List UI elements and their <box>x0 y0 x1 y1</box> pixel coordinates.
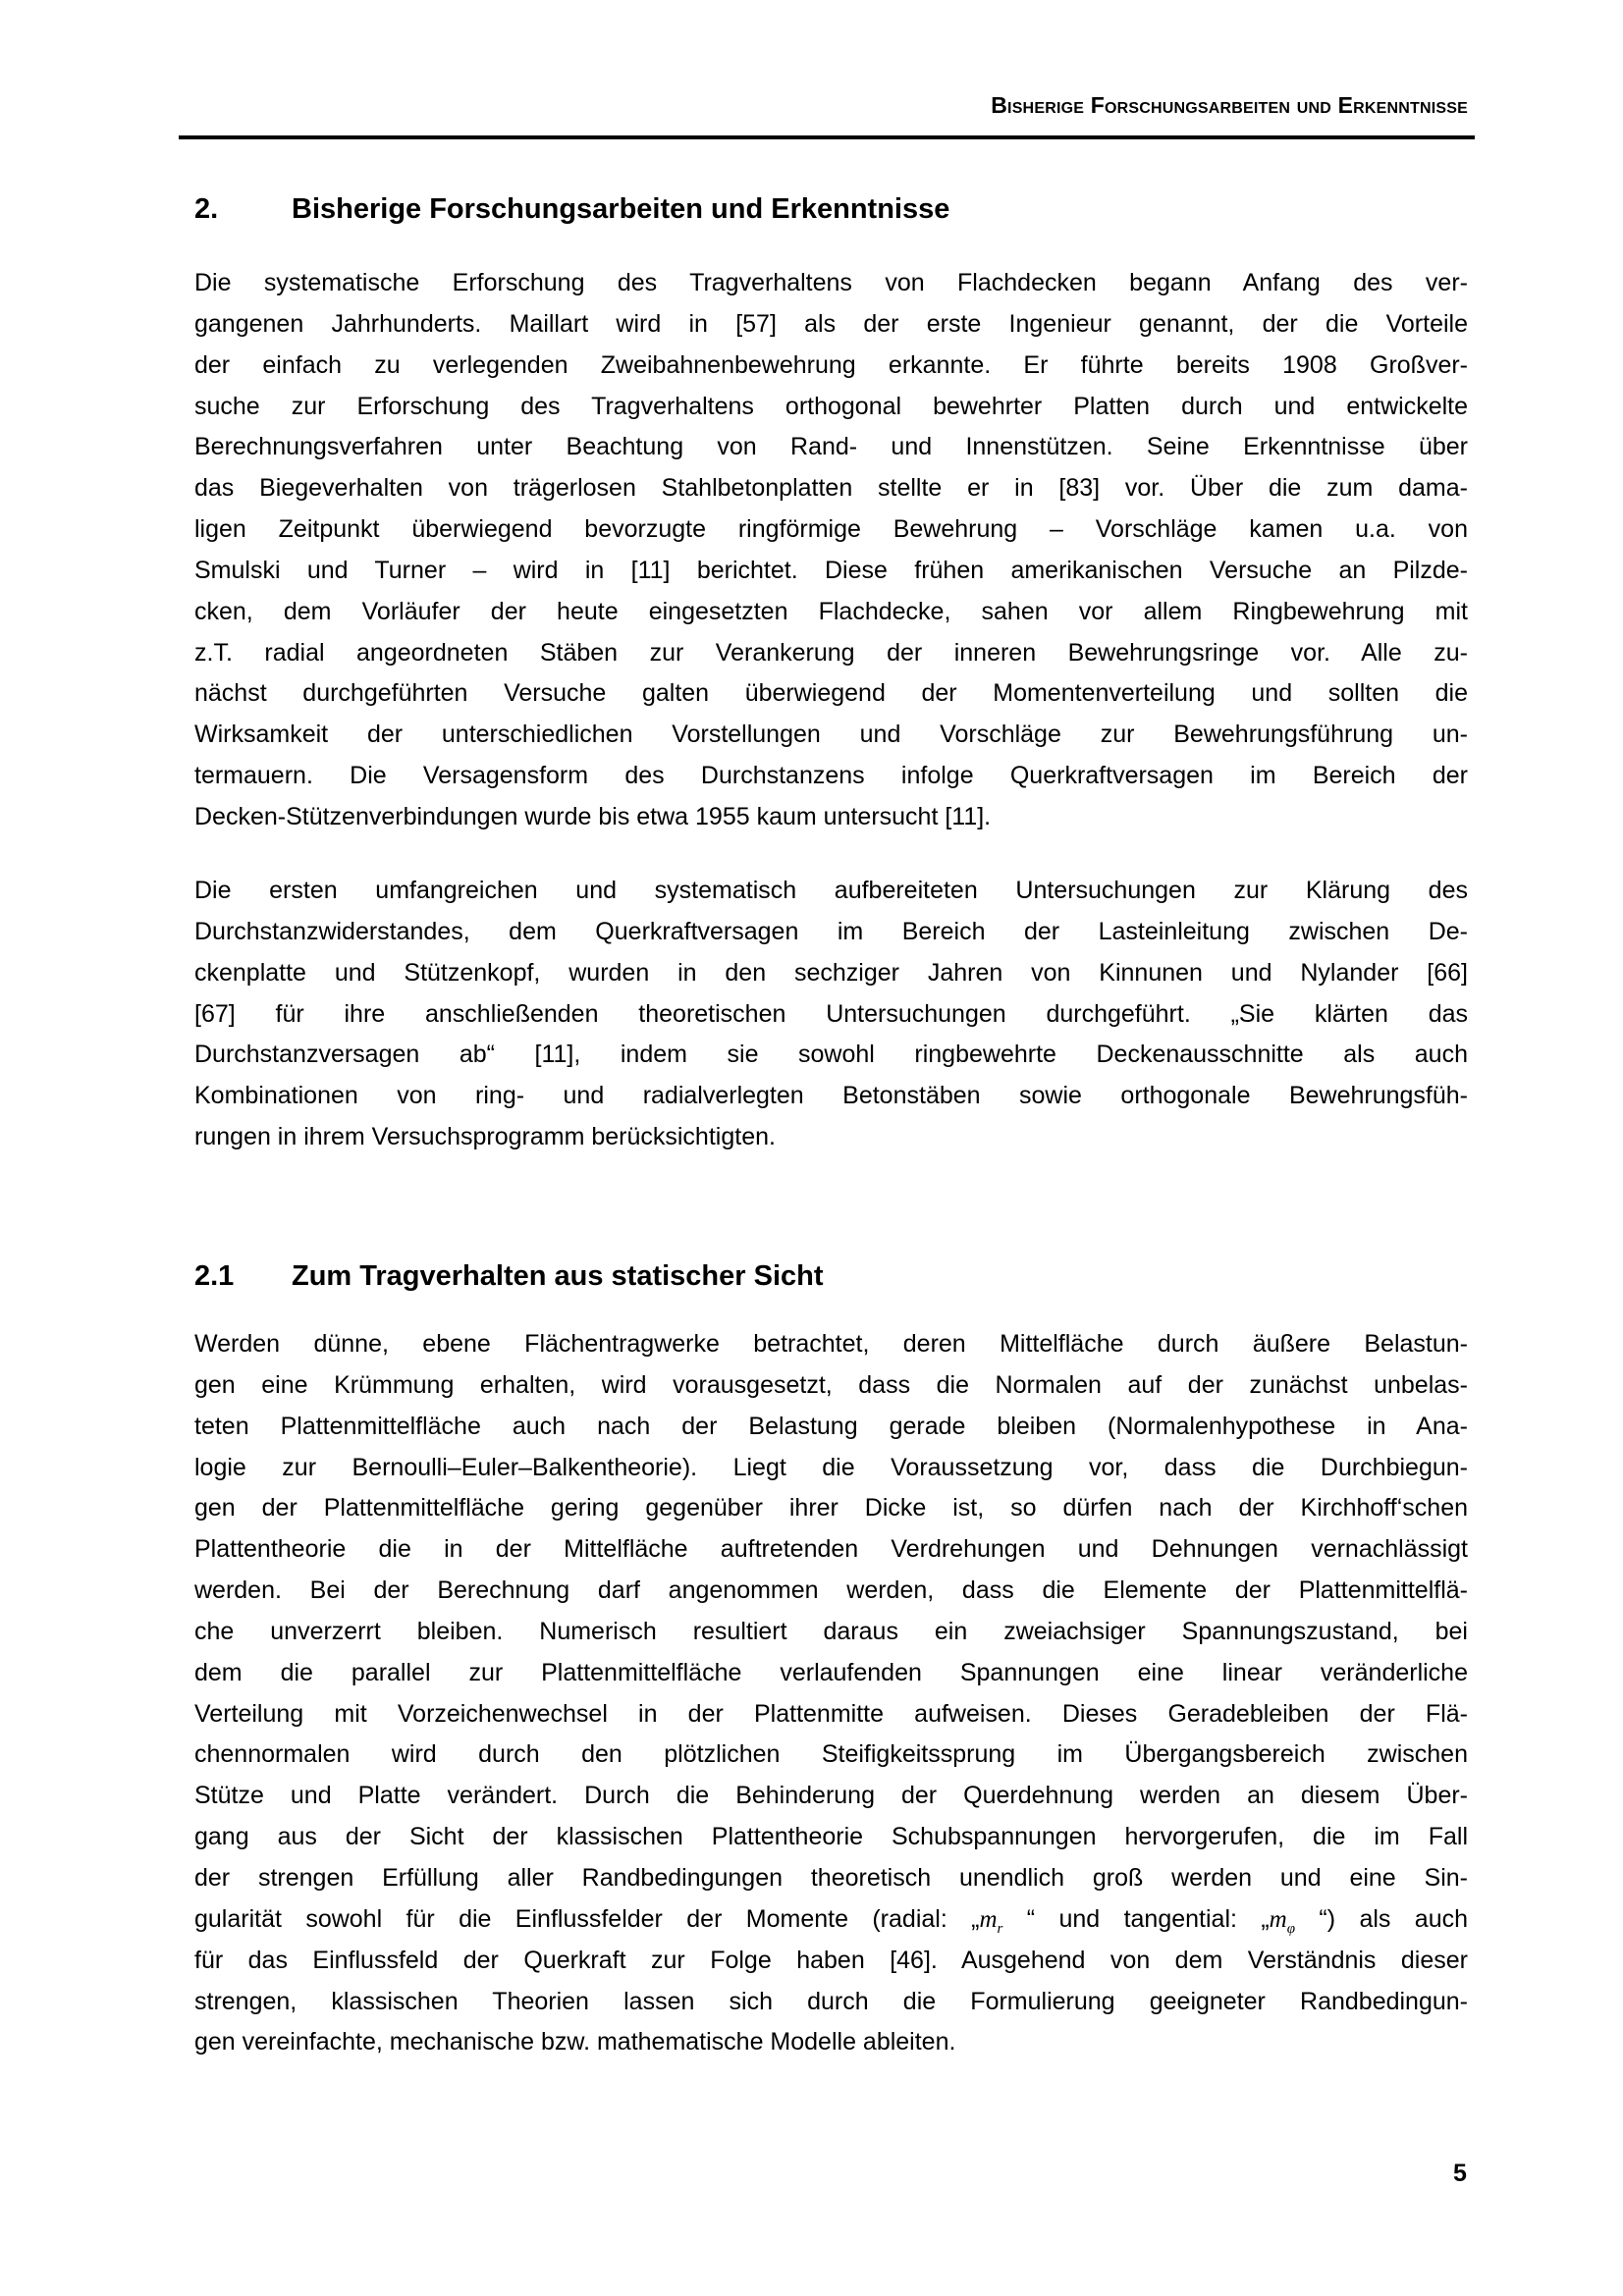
running-header: Bisherige Forschungsarbeiten und Erkenntnisse <box>991 92 1468 118</box>
text-fragment: “) als auch <box>1319 1904 1468 1933</box>
page-number: 5 <box>1453 2160 1467 2187</box>
subsection-number: 2.1 <box>194 1260 235 1292</box>
section-number: 2. <box>194 193 219 225</box>
subsection-title: Zum Tragverhalten aus statischer Sicht <box>292 1260 824 1292</box>
text-line: termauern. Die Versagensform des Durchstanzens infolge Querkraftversagen im Bereich der <box>194 762 1468 790</box>
text-line: gang aus der Sicht der klassischen Plattentheorie Schubspannungen hervorgerufen, die im Fall <box>194 1823 1468 1851</box>
text-line: Die ersten umfangreichen und systematisch aufbereiteten Untersuchungen zur Klärung des <box>194 877 1468 904</box>
text-line-with-math <box>194 1899 1468 1941</box>
text-line: teten Plattenmittelfläche auch nach der Belastung gerade bleiben (Normalenhypothese in Ana- <box>194 1412 1468 1440</box>
text-line: logie zur Bernoulli–Euler–Balkentheorie). Liegt die Voraussetzung vor, dass die Durchbiegun- <box>194 1453 1468 1481</box>
text-line: gen eine Krümmung erhalten, wird vorausgesetzt, dass die Normalen auf der zunächst unbelas- <box>194 1370 1468 1399</box>
text-line: suche zur Erforschung des Tragverhaltens orthogonal bewehrter Platten durch und entwickelte <box>194 392 1468 420</box>
math-m: m <box>979 1905 998 1933</box>
text-line: che unverzerrt bleiben. Numerisch resultiert daraus ein zweiachsiger Spannungszustand, bei <box>194 1617 1468 1645</box>
text-line: Wirksamkeit der unterschiedlichen Vorstellungen und Vorschläge zur Bewehrungsführung un- <box>194 721 1468 749</box>
text-line: ligen Zeitpunkt überwiegend bevorzugte ringförmige Bewehrung – Vorschläge kamen u.a. von <box>194 515 1468 544</box>
text-fragment: “ und tangential: „ <box>1026 1904 1270 1933</box>
text-line: strengen, klassischen Theorien lassen sich durch die Formulierung geeigneter Randbedingun- <box>194 1987 1468 2015</box>
text-line: Verteilung mit Vorzeichenwechsel in der Plattenmitte aufweisen. Dieses Geradebleiben der Flä- <box>194 1699 1468 1728</box>
subsection-heading <box>194 1259 824 1293</box>
text-line: Durchstanzversagen ab“ [11], indem sie sowohl ringbewehrte Deckenausschnitte als auch <box>194 1041 1468 1069</box>
text-line: der strengen Erfüllung aller Randbedingungen theoretisch unendlich groß werden und eine Sin- <box>194 1863 1468 1892</box>
text-line: Smulski und Turner – wird in [11] berichtet. Diese frühen amerikanischen Versuche an Pilzde- <box>194 556 1468 584</box>
section-title: Bisherige Forschungsarbeiten und Erkenntnisse <box>292 193 950 225</box>
text-line: Decken-Stützenverbindungen wurde bis etwa 1955 kaum untersucht [11]. <box>194 802 992 830</box>
text-line: Werden dünne, ebene Flächentragwerke betrachtet, deren Mittelfläche durch äußere Belastun- <box>194 1330 1468 1358</box>
text-fragment: gularität sowohl für die Einflussfelder der Momente (radial: „ <box>194 1904 980 1933</box>
text-line: dem die parallel zur Plattenmittelfläche verlaufenden Spannungen eine linear veränderliche <box>194 1658 1468 1686</box>
math-m: m <box>1269 1905 1287 1933</box>
text-line: für das Einflussfeld der Querkraft zur Folge haben [46]. Ausgehend von dem Verständnis dieser <box>194 1946 1468 1974</box>
text-line: Berechnungsverfahren unter Beachtung von Rand- und Innenstützen. Seine Erkenntnisse über <box>194 433 1468 461</box>
text-line: Die systematische Erforschung des Tragverhaltens von Flachdecken begann Anfang des ver- <box>194 269 1468 296</box>
paragraph-3 <box>194 1324 1468 2063</box>
math-symbol-m-r <box>979 1905 1003 1937</box>
header-rule <box>179 135 1475 139</box>
text-line: der einfach zu verlegenden Zweibahnenbewehrung erkannte. Er führte bereits 1908 Großver- <box>194 350 1468 379</box>
text-line: nächst durchgeführten Versuche galten überwiegend der Momentenverteilung und sollten die <box>194 679 1468 708</box>
text-line: Stütze und Platte verändert. Durch die Behinderung der Querdehnung werden an diesem Über- <box>194 1782 1468 1810</box>
text-line: gangenen Jahrhunderts. Maillart wird in [57] als der erste Ingenieur genannt, der die Vorteile <box>194 309 1468 338</box>
text-line: rungen in ihrem Versuchsprogramm berücksichtigten. <box>194 1123 776 1151</box>
paragraph-1 <box>194 263 1468 838</box>
text-line: Durchstanzwiderstandes, dem Querkraftversagen im Bereich der Lasteinleitung zwischen De- <box>194 917 1468 945</box>
text-line: [67] für ihre anschließenden theoretischen Untersuchungen durchgeführt. „Sie klärten das <box>194 999 1468 1028</box>
text-line: Plattentheorie die in der Mittelfläche auftretenden Verdrehungen und Dehnungen vernachlässigt <box>194 1535 1468 1564</box>
text-line: Kombinationen von ring- und radialverlegten Betonstäben sowie orthogonale Bewehrungsfüh- <box>194 1082 1468 1110</box>
text-line: das Biegeverhalten von trägerlosen Stahlbetonplatten stellte er in [83] vor. Über die zum dama- <box>194 474 1468 503</box>
text-line: gen vereinfachte, mechanische bzw. mathematische Modelle ableiten. <box>194 2028 956 2056</box>
paragraph-2 <box>194 871 1468 1158</box>
text-line: werden. Bei der Berechnung darf angenommen werden, dass die Elemente der Plattenmittelflä- <box>194 1576 1468 1605</box>
text-line: ckenplatte und Stützenkopf, wurden in den sechziger Jahren von Kinnunen und Nylander [66] <box>194 958 1468 987</box>
section-heading <box>194 192 949 226</box>
math-subscript-phi: φ <box>1286 1920 1296 1937</box>
text-line: gen der Plattenmittelfläche gering gegenüber ihrer Dicke ist, so dürfen nach der Kirchhoff‘schen <box>194 1494 1468 1522</box>
text-line: cken, dem Vorläufer der heute eingesetzten Flachdecke, sahen vor allem Ringbewehrung mit <box>194 597 1468 625</box>
text-line: z.T. radial angeordneten Stäben zur Verankerung der inneren Bewehrungsringe vor. Alle zu- <box>194 638 1468 667</box>
math-symbol-m-phi <box>1269 1905 1296 1937</box>
text-line: chennormalen wird durch den plötzlichen Steifigkeitssprung im Übergangsbereich zwischen <box>194 1740 1468 1769</box>
math-subscript-r: r <box>997 1920 1003 1937</box>
